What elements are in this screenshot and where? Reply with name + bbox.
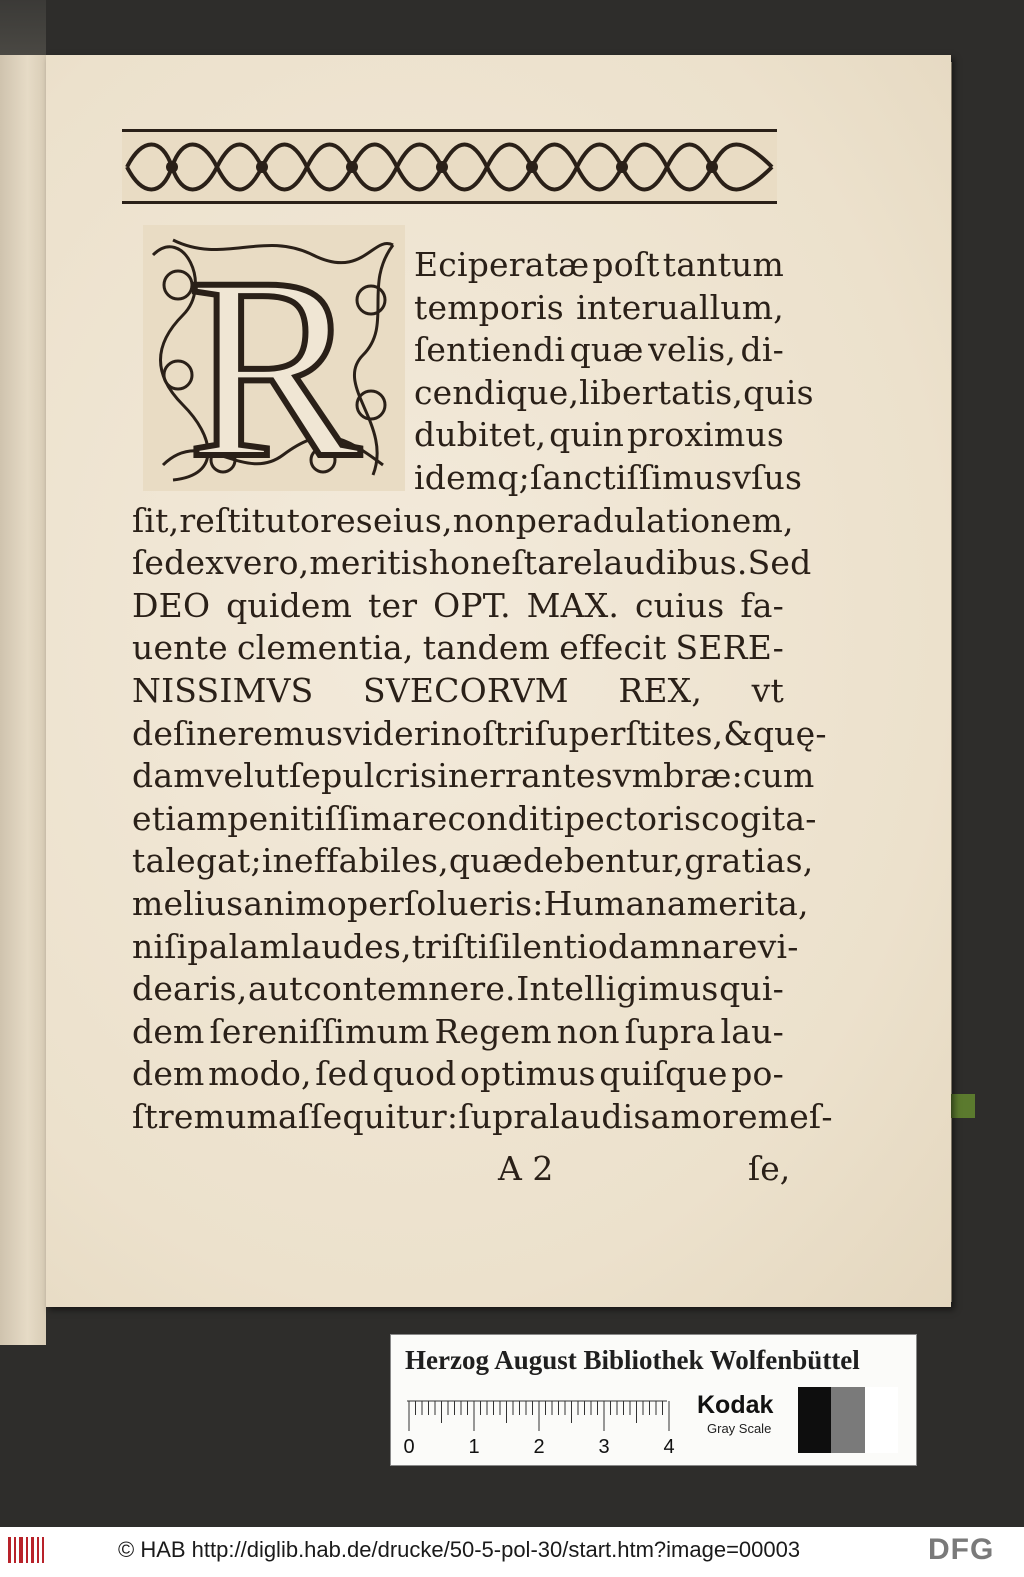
text-word: contemnere. — [303, 969, 516, 1009]
text-word: dearis, — [132, 969, 248, 1009]
text-word: ſepulcris — [288, 756, 438, 796]
text-word: quin — [549, 415, 625, 455]
text-word: eius, — [372, 500, 453, 540]
text-word: debentur, — [522, 841, 685, 881]
text-word: cogita- — [701, 798, 817, 838]
text-word: effecit — [559, 628, 667, 668]
text-word: proximus — [626, 415, 784, 455]
signature-mark: A 2 — [498, 1149, 554, 1188]
gray-scale-label: Gray Scale — [707, 1421, 772, 1436]
text-word: non — [452, 500, 516, 540]
text-word: penitiſſima — [227, 798, 412, 838]
text-line — [132, 542, 812, 584]
text-word: aſſequitur: — [278, 1097, 459, 1136]
text-word: noſtri — [440, 713, 535, 753]
text-word: vi- — [757, 926, 799, 966]
text-word: REX, — [618, 671, 703, 710]
text-word: qui- — [719, 969, 784, 1009]
text-line — [132, 1096, 833, 1138]
text-word: laudis — [549, 1097, 651, 1136]
text-word: quiſque — [599, 1054, 728, 1094]
library-name: Herzog August Bibliothek Wolfenbüttel — [405, 1345, 860, 1375]
text-word: ſilentio — [488, 926, 608, 966]
text-word: Eciperatæ — [414, 245, 590, 284]
text-word: merita, — [686, 884, 809, 923]
kodak-brand: Kodak — [697, 1391, 774, 1419]
gray-swatch — [798, 1387, 831, 1453]
text-line — [414, 244, 784, 286]
text-line — [414, 457, 803, 499]
ruler-number: 0 — [403, 1436, 415, 1458]
text-word: gratias, — [684, 841, 814, 881]
hab-barcode-logo-icon — [6, 1533, 46, 1567]
text-word: pectoris — [563, 798, 702, 838]
text-word: laudibus. — [592, 543, 748, 583]
text-word: velis, — [648, 330, 737, 370]
initial-letter: R — [187, 224, 361, 512]
text-word: vt — [751, 671, 784, 710]
text-word: idemq; — [414, 458, 530, 497]
text-line — [414, 287, 784, 329]
gray-swatch — [865, 1387, 898, 1453]
scale-ruler — [405, 1387, 675, 1457]
page-marker-tab — [951, 1094, 975, 1118]
text-word: vmbræ: — [612, 756, 743, 796]
text-word: cuius — [634, 585, 725, 625]
facing-page-edge — [0, 55, 46, 1345]
ruler-number: 4 — [663, 1436, 675, 1458]
text-line — [132, 585, 784, 627]
text-word: DEO — [132, 585, 211, 625]
text-word: dubitet, — [414, 415, 547, 455]
text-word: temporis — [414, 287, 564, 327]
text-word: quę- — [752, 713, 827, 753]
text-word: vero, — [224, 543, 310, 583]
text-word: Sed — [747, 543, 812, 583]
fleuron-band-icon — [122, 129, 777, 204]
text-word: quæ — [448, 841, 523, 881]
text-word: poſt — [592, 245, 660, 284]
text-word: dem — [132, 1011, 205, 1051]
text-word: adulationem, — [572, 500, 794, 540]
text-line — [414, 329, 784, 371]
text-word: interuallum, — [576, 287, 784, 327]
text-word: Humana — [543, 884, 687, 923]
text-word: niſi — [132, 926, 188, 966]
text-word: per — [515, 500, 573, 540]
text-word: etiam — [132, 798, 228, 838]
text-word: ſuperſtites, — [534, 713, 724, 753]
text-word: ineffabiles, — [261, 841, 449, 881]
text-word: dem — [132, 1054, 205, 1094]
text-line — [132, 670, 784, 712]
text-word: po- — [731, 1054, 784, 1094]
text-line — [132, 755, 815, 797]
text-line — [132, 968, 784, 1010]
text-word: ſed — [315, 1054, 369, 1094]
text-word: honeſtare — [428, 543, 593, 583]
scan-background-top — [0, 0, 46, 55]
text-word: ter — [368, 585, 418, 625]
text-line — [132, 883, 809, 925]
text-word: videri — [343, 713, 441, 753]
text-word: perſolueris: — [346, 884, 544, 923]
text-word: fa- — [740, 585, 784, 625]
catchword: ſe, — [748, 1149, 791, 1188]
text-word: ſanctiſſimus — [529, 458, 733, 497]
text-word: tandem — [422, 628, 551, 668]
text-word: eſ- — [789, 1097, 833, 1136]
dfg-logo: DFG — [928, 1533, 995, 1566]
text-line — [132, 500, 794, 542]
text-word: reſtitutores — [179, 500, 373, 540]
text-word: lau- — [720, 1011, 784, 1051]
ruler-number: 3 — [598, 1436, 610, 1458]
text-word: SERE- — [675, 628, 784, 668]
text-word: ſtremum — [132, 1097, 279, 1136]
text-word: & — [723, 713, 753, 753]
copyright-url: © HAB http://diglib.hab.de/drucke/50-5-pol-30/start.htm?image=00003 — [118, 1537, 801, 1562]
text-line — [132, 840, 814, 882]
library-label-card — [390, 1334, 917, 1466]
decorated-initial-icon — [143, 224, 405, 512]
text-line — [414, 414, 784, 456]
text-word: NISSIMVS — [132, 671, 314, 710]
text-word: cendique, — [414, 372, 580, 412]
gray-scale-swatches — [798, 1387, 898, 1453]
text-line — [132, 926, 799, 968]
text-word: ſereniſſimum — [209, 1011, 430, 1051]
text-word: dam — [132, 756, 205, 796]
text-word: legat; — [165, 841, 262, 881]
text-word: reconditi — [411, 798, 564, 838]
text-line — [132, 1011, 784, 1053]
gray-swatch — [831, 1387, 864, 1453]
ruler-number: 2 — [533, 1436, 545, 1458]
text-line — [132, 627, 784, 669]
text-word: melius — [132, 884, 244, 923]
text-word: uente — [132, 628, 228, 668]
text-word: damnare — [607, 926, 758, 966]
text-word: SVECORVM — [363, 671, 569, 710]
text-word: ſupra — [458, 1097, 550, 1136]
text-word: laudes, — [290, 926, 412, 966]
text-word: ſupra — [624, 1011, 716, 1051]
text-word: tantum — [662, 245, 784, 284]
text-word: velut — [204, 756, 289, 796]
text-word: clementia, — [236, 628, 414, 668]
text-word: modo, — [208, 1054, 312, 1094]
text-line — [132, 1053, 784, 1095]
ruler-number: 1 — [468, 1436, 480, 1458]
text-line — [414, 372, 814, 414]
text-word: aut — [247, 969, 303, 1009]
text-word: non — [556, 1011, 620, 1051]
text-word: animo — [243, 884, 347, 923]
text-word: ex — [185, 543, 225, 583]
text-word: ta — [132, 841, 166, 881]
text-word: MAX. — [526, 585, 620, 625]
text-word: palam — [187, 926, 291, 966]
text-word: quidem — [226, 585, 353, 625]
text-word: vſus — [732, 458, 803, 497]
text-word: quis — [743, 372, 814, 412]
text-word: optimus — [459, 1054, 596, 1094]
text-word: triſti — [411, 926, 489, 966]
text-word: OPT. — [433, 585, 511, 625]
footer-bar — [0, 1527, 1024, 1577]
text-word: cum — [742, 756, 815, 796]
text-word: Regem — [434, 1011, 552, 1051]
text-word: di- — [740, 330, 784, 370]
text-word: inerrantes — [437, 756, 613, 796]
text-word: Intelligimus — [516, 969, 719, 1009]
text-word: ſit, — [132, 500, 180, 540]
text-word: quæ — [569, 330, 644, 370]
text-word: ſentiendi — [414, 330, 566, 370]
text-word: quod — [372, 1054, 457, 1094]
text-word: amorem — [650, 1097, 790, 1136]
text-word: libertatis, — [579, 372, 744, 412]
text-word: meritis — [309, 543, 429, 583]
text-line — [132, 798, 817, 840]
text-line — [132, 713, 827, 755]
text-word: ſed — [132, 543, 186, 583]
text-word: deſineremus — [132, 713, 344, 753]
